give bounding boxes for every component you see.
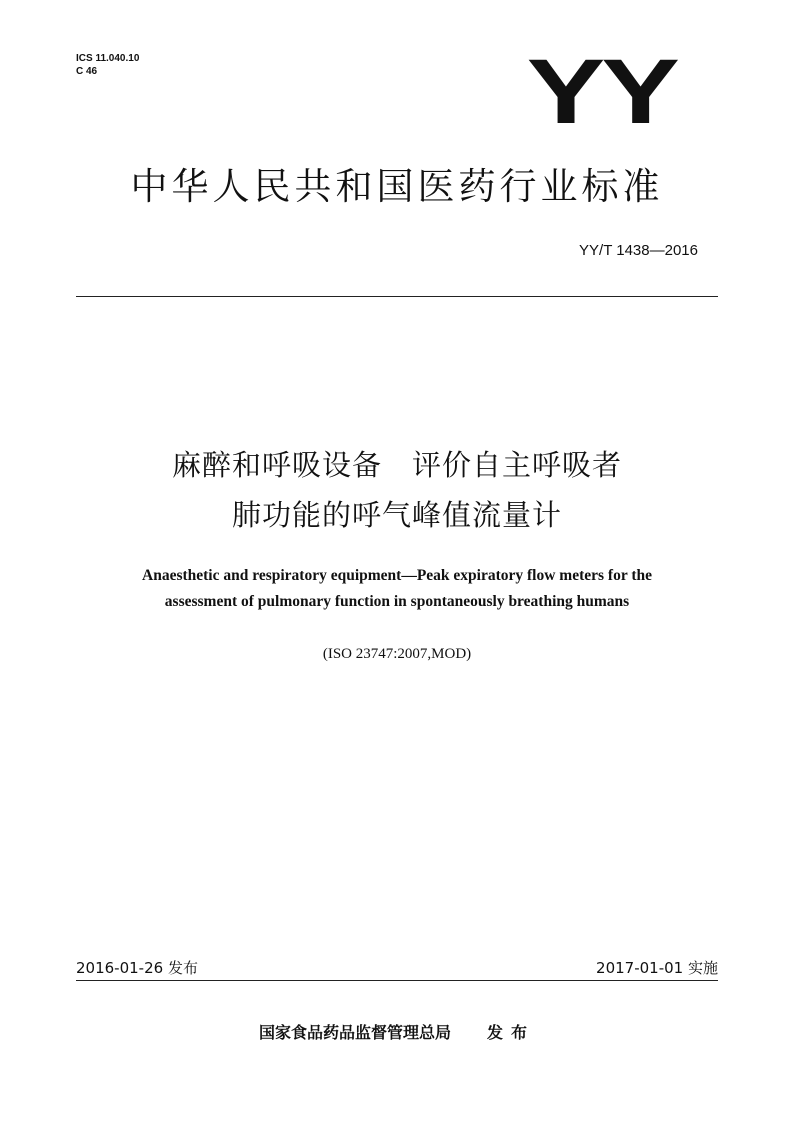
publisher-line bbox=[0, 1022, 794, 1044]
publisher-name: 国家食品药品监督管理总局 bbox=[258, 1023, 451, 1042]
issue-date: 2016-01-26 发布 bbox=[76, 959, 198, 977]
english-title-line-1: Anaesthetic and respiratory equipment—Peak expiratory flow meters for the bbox=[142, 567, 652, 584]
english-title-line-2: assessment of pulmonary function in spontaneously breathing humans bbox=[164, 593, 630, 610]
top-divider bbox=[76, 296, 718, 297]
iso-reference: (ISO 23747:2007,MOD) bbox=[322, 646, 472, 662]
chinese-title-line-1: 麻醉和呼吸设备 评价自主呼吸者 bbox=[171, 448, 622, 482]
yy-logo: YY bbox=[526, 40, 676, 144]
standard-number: YY/T 1438—2016 bbox=[579, 242, 698, 259]
issuing-standard-category: 中华人民共和国医药行业标准 bbox=[130, 165, 664, 208]
bottom-divider bbox=[76, 980, 718, 981]
publisher-action: 发布 bbox=[487, 1023, 536, 1042]
chinese-title-line-2: 肺功能的呼气峰值流量计 bbox=[231, 498, 562, 532]
ics-code: ICS 11.040.10 bbox=[76, 53, 140, 64]
ccs-code: C 46 bbox=[76, 66, 98, 77]
implementation-date: 2017-01-01 实施 bbox=[596, 959, 718, 977]
